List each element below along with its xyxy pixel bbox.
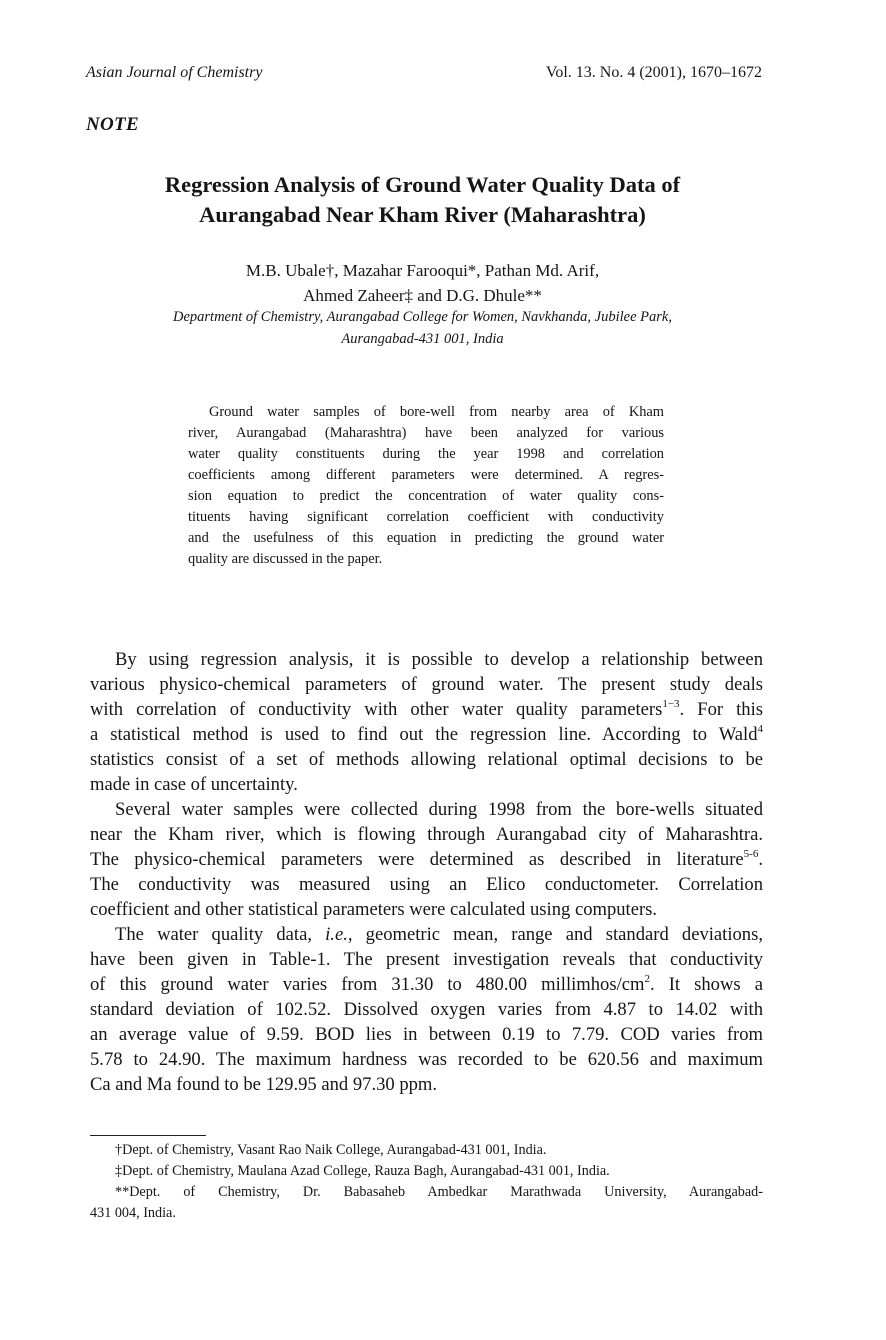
paragraph [90,797,763,922]
paragraph [90,922,763,1097]
paragraph [90,647,763,797]
title-line: Aurangabad Near Kham River (Maharashtra) [199,202,646,227]
footnote: †Dept. of Chemistry, Vasant Rao Naik College, Aurangabad-431 001, India. [115,1142,547,1158]
title-line: Regression Analysis of Ground Water Quality Data of [164,172,681,197]
affiliation-line: Aurangabad-431 001, India [341,331,504,347]
text-span: . [758,849,763,870]
text-span: , geometric mean, range and standard deviations, [347,924,763,945]
abstract-line: Ground water samples of bore-well from nearby area of Kham [209,404,664,420]
text-line: various physico-chemical parameters of ground water. The present study deals [90,674,763,695]
footnote: **Dept. of Chemistry, Dr. Babasaheb Ambedkar Marathwada University, Aurangabad- [115,1184,763,1200]
text-line: statistics consist of a set of methods allowing relational optimal decisions to be [90,749,763,770]
article-title [0,170,845,230]
volume-info: Vol. 13. No. 4 (2001), 1670–1672 [545,64,762,81]
footnote: ‡Dept. of Chemistry, Maulana Azad College, Rauza Bagh, Aurangabad-431 001, India. [115,1163,610,1179]
abstract-line: water quality constituents during the year 1998 and correlation [188,446,664,462]
citation-superscript: 5-6 [743,848,759,860]
abstract-line: tituents having significant correlation coefficient with conductivity [188,509,664,525]
body-text [90,647,763,1097]
abstract-line: quality are discussed in the paper. [188,551,383,567]
text-line: made in case of uncertainty. [90,774,298,795]
text-line: The conductivity was measured using an Elico conductometer. Correlation [90,874,763,895]
text-line: Ca and Ma found to be 129.95 and 97.30 ppm. [90,1074,438,1095]
footnote-divider [90,1135,206,1136]
text-span: a statistical method is used to find out the regression line. According to Wald [90,724,758,745]
text-line: Several water samples were collected during 1998 from the bore-wells situated [115,799,763,820]
affiliation [0,306,845,350]
footnotes [90,1140,763,1224]
journal-name: Asian Journal of Chemistry [86,64,263,81]
text-line: near the Kham river, which is flowing through Aurangabad city of Maharashtra. [90,824,763,845]
text-line [90,922,763,947]
citation-superscript: 4 [757,723,763,735]
text-line [90,722,763,747]
author-line: Ahmed Zaheer‡ and D.G. Dhule** [303,286,542,305]
text-span: of this ground water varies from 31.30 to 480.00 millimhos/cm [90,974,645,995]
text-line [90,847,763,872]
emphasis: i.e. [325,924,348,945]
text-line: an average value of 9.59. BOD lies in between 0.19 to 7.79. COD varies from [90,1024,763,1045]
text-line [90,972,763,997]
author-list [0,258,845,308]
unit-superscript: 2 [644,973,650,985]
text-span: The water quality data, [115,924,326,945]
text-span: . For this [679,699,764,720]
text-line: standard deviation of 102.52. Dissolved oxygen varies from 4.87 to 14.02 with [90,999,763,1020]
text-line: have been given in Table-1. The present investigation reveals that conductivity [90,949,763,970]
text-line [90,697,763,722]
text-line: 5.78 to 24.90. The maximum hardness was recorded to be 620.56 and maximum [90,1049,763,1070]
text-span: . It shows a [649,974,763,995]
footnote-continuation: 431 004, India. [90,1205,176,1221]
text-line: By using regression analysis, it is possible to develop a relationship between [115,649,763,670]
abstract-line: sion equation to predict the concentration of water quality cons- [188,488,664,504]
text-span: The physico-chemical parameters were determined as described in literature [90,849,744,870]
text-span: with correlation of conductivity with other water quality parameters [90,699,663,720]
text-line: coefficient and other statistical parameters were calculated using computers. [90,899,658,920]
author-line: M.B. Ubale†, Mazahar Farooqui*, Pathan Md. Arif, [245,261,600,280]
abstract-line: and the usefulness of this equation in predicting the ground water [188,530,664,546]
citation-superscript: 1−3 [662,698,680,710]
abstract-line: river, Aurangabad (Maharashtra) have been analyzed for various [188,425,664,441]
abstract-line: coefficients among different parameters were determined. A regres- [188,467,664,483]
section-label: NOTE [86,114,139,135]
affiliation-line: Department of Chemistry, Aurangabad College for Women, Navkhanda, Jubilee Park, [173,309,672,325]
abstract [188,402,664,570]
